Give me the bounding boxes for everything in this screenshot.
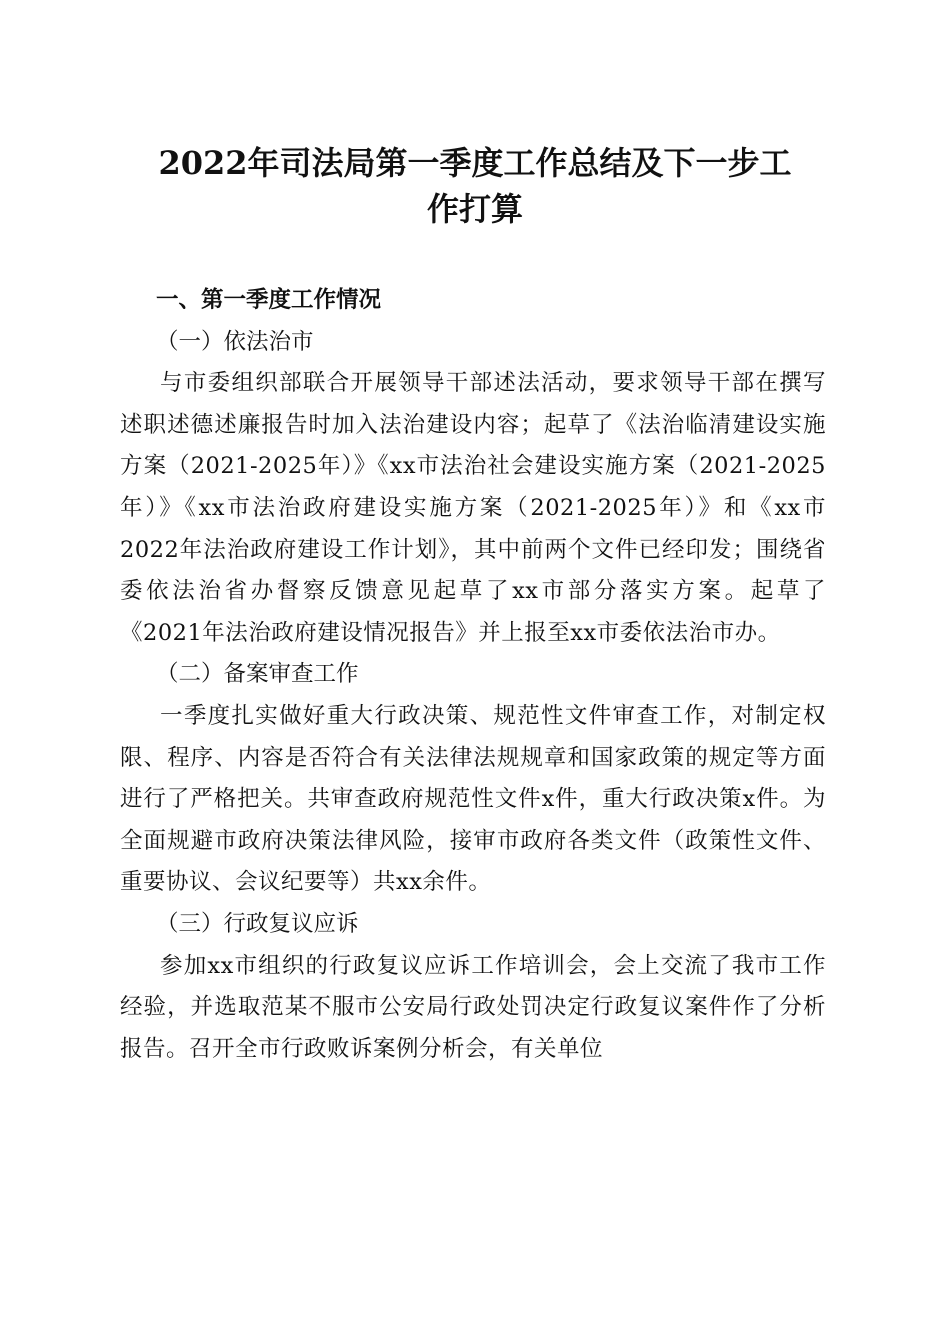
document-body <box>120 280 826 1070</box>
subsection-heading-rule-of-law: （一）依法治市 <box>156 328 314 355</box>
subsection-heading-filing-review: （二）备案审查工作 <box>156 661 359 688</box>
section-heading-1: 一、第一季度工作情况 <box>156 287 382 313</box>
title-line-1: 2022年司法局第一季度工作总结及下一步工 <box>158 144 792 182</box>
document-title <box>120 140 830 232</box>
subsection-heading-administrative-review: （三）行政复议应诉 <box>156 910 359 937</box>
paragraph-filing-review: 一季度扎实做好重大行政决策、规范性文件审查工作，对制定权限、程序、内容是否符合有关法律法规规章和国家政策的规定等方面进行了严格把关。共审查政府规范性文件x件，重大行政决策x件。为全面规避市政府决策法律风险，接审市政府各类文件（政策性文件、重要协议、会议纪要等）共xx余件。 <box>120 702 826 896</box>
title-line-2: 作打算 <box>426 190 523 228</box>
paragraph-rule-of-law: 与市委组织部联合开展领导干部述法活动，要求领导干部在撰写述职述德述廉报告时加入法治建设内容；起草了《法治临清建设实施方案（2021-2025年）》《xx市法治社会建设实施方案（2021-2025年）》《xx市法治政府建设实施方案（2021-2025年）》和《xx市2022年法治政府建设工作计划》，其中前两个文件已经印发；围绕省委依法治省办督察反馈意见起草了xx市部分落实方案。起草了《2021年法治政府建设情况报告》并上报至xx市委依法治市办。 <box>120 370 826 646</box>
paragraph-administrative-review: 参加xx市组织的行政复议应诉工作培训会，会上交流了我市工作经验，并选取范某不服市公安局行政处罚决定行政复议案件作了分析报告。召开全市行政败诉案例分析会，有关单位 <box>120 952 826 1062</box>
